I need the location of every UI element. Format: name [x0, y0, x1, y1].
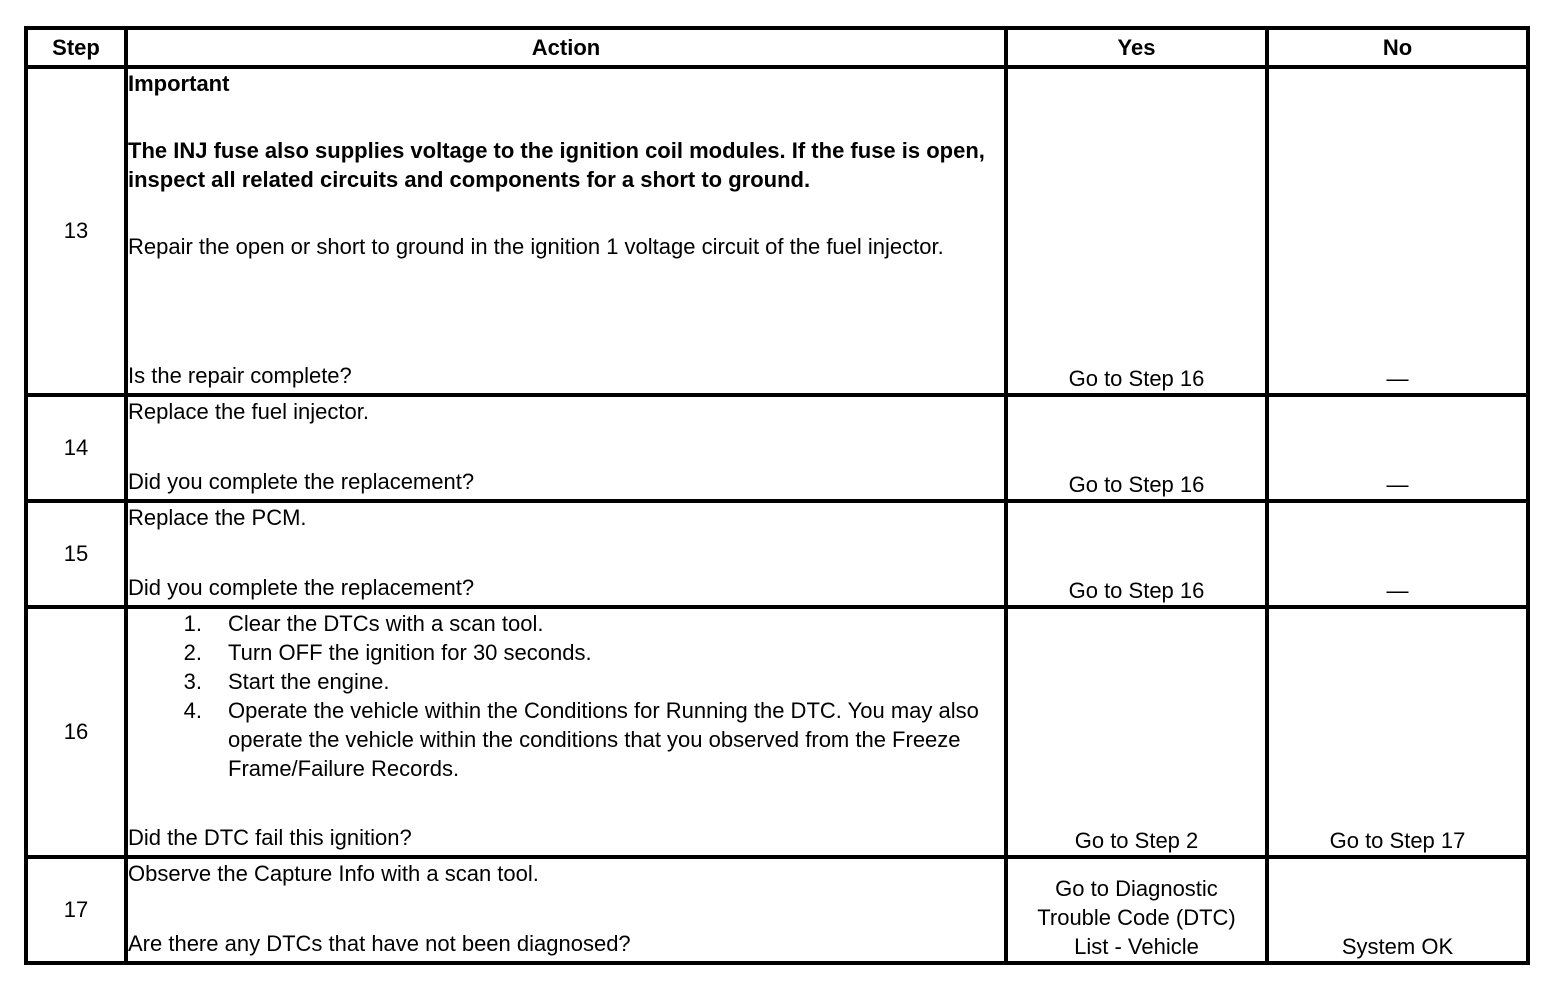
action-question: Are there any DTCs that have not been diagnosed? — [128, 931, 631, 956]
list-item-text: Clear the DTCs with a scan tool. — [228, 611, 544, 636]
yes-result: Go to Step 2 — [1006, 607, 1267, 857]
action-instruction: Replace the fuel injector. — [128, 399, 369, 424]
step-number: 13 — [26, 67, 126, 395]
step-number: 14 — [26, 395, 126, 501]
list-item-number: 1. — [183, 611, 202, 636]
important-label: Important — [128, 71, 230, 96]
action-question: Is the repair complete? — [128, 363, 352, 388]
yes-result: Go to Step 16 — [1006, 395, 1267, 501]
no-result: System OK — [1267, 857, 1528, 963]
no-result: Go to Step 17 — [1267, 607, 1528, 857]
no-result: — — [1267, 67, 1528, 395]
procedure-list — [128, 609, 1004, 783]
table-row-step-17 — [26, 857, 1528, 963]
header-step: Step — [26, 28, 126, 67]
action-cell — [126, 395, 1006, 501]
header-yes: Yes — [1006, 28, 1267, 67]
list-item — [128, 638, 1004, 667]
step-number: 15 — [26, 501, 126, 607]
list-item-number: 3. — [183, 669, 202, 694]
action-question: Did you complete the replacement? — [128, 469, 475, 494]
action-question: Did you complete the replacement? — [128, 575, 475, 600]
header-row — [26, 28, 1528, 67]
header-action: Action — [126, 28, 1006, 67]
action-cell — [126, 607, 1006, 857]
list-item-number: 4. — [183, 698, 202, 723]
yes-result: Go to Diagnostic Trouble Code (DTC) List - Vehicle — [1006, 857, 1267, 963]
action-instruction: Observe the Capture Info with a scan tool. — [128, 861, 539, 886]
table-row-step-14 — [26, 395, 1528, 501]
action-instruction: Replace the PCM. — [128, 505, 307, 530]
list-item — [128, 609, 1004, 638]
list-item-text: Start the engine. — [228, 669, 390, 694]
no-result: — — [1267, 501, 1528, 607]
header-no: No — [1267, 28, 1528, 67]
yes-result: Go to Step 16 — [1006, 501, 1267, 607]
important-note: The INJ fuse also supplies voltage to the ignition coil modules. If the fuse is open, inspect all related circuits and components for a short to ground. — [128, 138, 985, 192]
action-question: Did the DTC fail this ignition? — [128, 825, 412, 850]
diagnostic-table — [24, 26, 1530, 965]
table-row-step-15 — [26, 501, 1528, 607]
yes-result: Go to Step 16 — [1006, 67, 1267, 395]
list-item-text: Operate the vehicle within the Conditions for Running the DTC. You may also operate the vehicle within the conditions that you observed from the Freeze Frame/Failure Records. — [228, 698, 979, 781]
action-cell — [126, 67, 1006, 395]
action-instruction: Repair the open or short to ground in the ignition 1 voltage circuit of the fuel injector. — [128, 234, 944, 259]
list-item-text: Turn OFF the ignition for 30 seconds. — [228, 640, 592, 665]
table-row-step-13 — [26, 67, 1528, 395]
action-cell — [126, 857, 1006, 963]
list-item — [128, 667, 1004, 696]
action-cell — [126, 501, 1006, 607]
list-item-number: 2. — [183, 640, 202, 665]
list-item — [128, 696, 1004, 783]
table-row-step-16 — [26, 607, 1528, 857]
step-number: 17 — [26, 857, 126, 963]
step-number: 16 — [26, 607, 126, 857]
no-result: — — [1267, 395, 1528, 501]
